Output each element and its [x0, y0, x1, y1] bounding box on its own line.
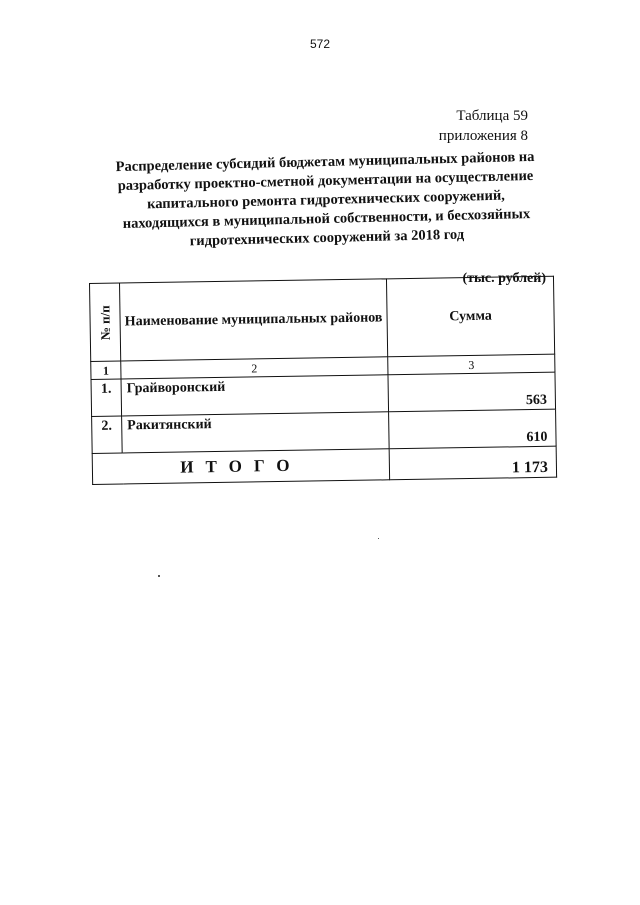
- subsidy-table-container: [89, 276, 556, 485]
- subsidy-amount: 610: [389, 409, 557, 449]
- header-sum: Сумма: [386, 276, 554, 357]
- total-label: ИТОГО: [92, 449, 389, 485]
- total-amount: 1 173: [389, 446, 556, 480]
- table-reference: [439, 106, 528, 146]
- table-reference-line2: приложения 8: [438, 128, 528, 144]
- total-row: [92, 446, 556, 484]
- title-line: разработку проектно-сметной документации на осуществление: [117, 167, 534, 195]
- scan-speck: [378, 538, 379, 539]
- table-reference-line1: Таблица 59: [456, 108, 528, 124]
- header-number: [90, 283, 121, 361]
- title-line: находящихся в муниципальной собственности, и бесхозяйных: [122, 206, 531, 232]
- title-line: гидротехнических сооружений за 2018 год: [189, 226, 465, 250]
- table-header-row: [90, 276, 555, 361]
- column-number: 1: [91, 361, 121, 379]
- scan-speck: [158, 575, 160, 577]
- column-number: 2: [121, 357, 388, 379]
- row-number: 2.: [92, 416, 123, 453]
- subsidy-table: [89, 276, 557, 485]
- header-number-label: № п/п: [96, 304, 113, 340]
- page-number: 572: [309, 37, 331, 51]
- column-number: 3: [388, 354, 555, 375]
- units-label: (тыс. рублей): [462, 271, 546, 286]
- subsidy-amount: 563: [388, 372, 556, 412]
- document-title: [103, 148, 549, 254]
- header-district-name: Наименование муниципальных районов: [120, 279, 388, 361]
- title-line: Распределение субсидий бюджетам муниципальных районов на: [115, 148, 535, 176]
- district-name: Ракитянский: [122, 412, 390, 453]
- district-name: Грайворонский: [121, 375, 389, 416]
- row-number: 1.: [91, 379, 122, 416]
- title-line: капитального ремонта гидротехнических сооружений,: [146, 187, 506, 213]
